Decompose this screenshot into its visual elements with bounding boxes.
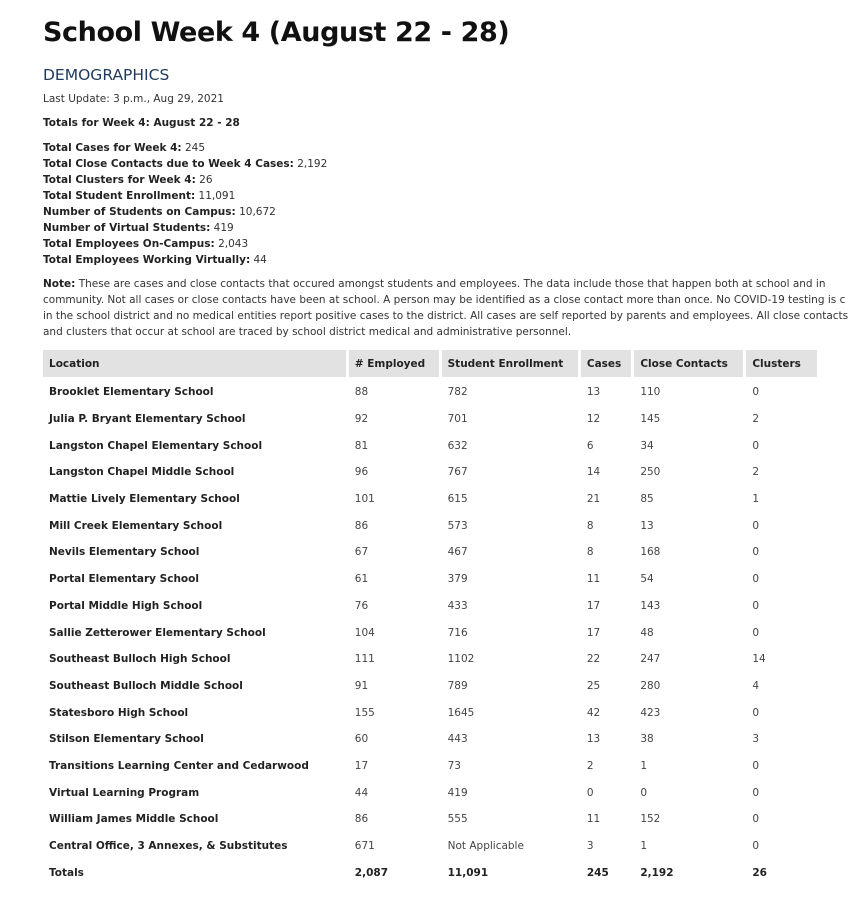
cell-clusters: 0 [752,840,759,853]
cell-close-contacts: 143 [640,599,661,612]
totals-cell-cases: 245 [586,866,609,879]
cell-employed: 17 [354,759,369,772]
cell-clusters: 0 [752,573,759,586]
table-row [43,539,817,566]
stat-employees-on-campus [43,236,793,252]
totals-cell-close-contacts: 2,192 [640,866,674,879]
cell-clusters: 0 [752,386,759,399]
note-label: Note: [43,278,76,290]
cell-employed: 88 [354,386,369,399]
cell-cases: 25 [586,679,601,692]
note-paragraph [43,276,848,340]
cell-employed: 76 [354,599,369,612]
cell-student-enrollment: 73 [447,759,461,772]
cell-location: Langston Chapel Middle School [49,466,235,479]
table-row [43,432,817,459]
cell-close-contacts: 54 [640,573,654,586]
cell-location: Mill Creek Elementary School [49,519,223,532]
cell-location: Nevils Elementary School [49,546,200,559]
cell-student-enrollment: 789 [447,679,468,692]
stat-total-cases [43,140,793,156]
stat-label: Total Student Enrollment: [43,190,196,202]
cell-student-enrollment: 433 [447,599,468,612]
cell-clusters: 0 [752,626,759,639]
stat-close-contacts [43,156,793,172]
totals-title: Totals for Week 4: August 22 - 28 [43,117,240,129]
cell-close-contacts: 1 [640,840,647,853]
cell-clusters: 0 [752,546,759,559]
cell-cases: 17 [586,599,601,612]
cell-close-contacts: 48 [640,626,654,639]
cell-employed: 60 [354,733,369,746]
cell-clusters: 0 [752,439,759,452]
stat-label: Total Clusters for Week 4: [43,174,196,186]
cell-student-enrollment: 573 [447,519,468,532]
stats-list [43,140,793,268]
cell-close-contacts: 38 [640,733,654,746]
cell-clusters: 0 [752,759,759,772]
cell-employed: 101 [354,493,375,506]
table-row [43,486,817,513]
cell-student-enrollment: 379 [447,573,468,586]
table-row [43,753,817,780]
stat-clusters [43,172,793,188]
header-clusters: Clusters [746,350,817,377]
cell-location: Brooklet Elementary School [49,386,214,399]
page-title: School Week 4 (August 22 - 28) [43,17,510,48]
table-row [43,406,817,433]
cell-student-enrollment: 1645 [447,706,475,719]
totals-cell-location: Totals [49,866,84,879]
cell-clusters: 0 [752,813,759,826]
cell-student-enrollment: 615 [447,493,468,506]
cell-employed: 81 [354,439,369,452]
table-header-row [43,350,817,377]
cell-close-contacts: 145 [640,413,661,426]
cell-employed: 96 [354,466,369,479]
cell-employed: 44 [354,786,369,799]
cell-cases: 11 [586,573,601,586]
cell-close-contacts: 423 [640,706,661,719]
header-location: Location [43,350,346,377]
table-row [43,806,817,833]
cell-close-contacts: 168 [640,546,661,559]
cell-employed: 61 [354,573,369,586]
stat-label: Total Close Contacts due to Week 4 Cases: [43,158,294,170]
cell-employed: 111 [354,653,375,666]
table-row [43,699,817,726]
stat-virtual-students [43,220,793,236]
header-close-contacts: Close Contacts [634,350,743,377]
cell-cases: 13 [586,733,601,746]
cell-close-contacts: 280 [640,679,661,692]
header-employed: # Employed [349,350,439,377]
table-row [43,646,817,673]
demographics-table [40,350,820,886]
cell-close-contacts: 0 [640,786,647,799]
cell-location: Virtual Learning Program [49,786,200,799]
stat-label: Number of Virtual Students: [43,222,211,234]
cell-cases: 42 [586,706,601,719]
cell-location: Sallie Zetterower Elementary School [49,626,266,639]
demographics-table-container [43,350,801,886]
cell-clusters: 2 [752,413,759,426]
cell-student-enrollment: 782 [447,386,468,399]
cell-student-enrollment: 555 [447,813,468,826]
cell-close-contacts: 250 [640,466,661,479]
cell-employed: 671 [354,840,375,853]
cell-cases: 8 [586,546,594,559]
cell-student-enrollment: Not Applicable [447,840,524,853]
table-row [43,512,817,539]
note-line: and clusters that occur at school are traced by school district medical and administrative personnel. [43,326,572,338]
cell-student-enrollment: 1102 [447,653,475,666]
cell-close-contacts: 1 [640,759,647,772]
cell-clusters: 3 [752,733,759,746]
cell-close-contacts: 110 [640,386,661,399]
totals-cell-student-enrollment: 11,091 [447,866,489,879]
table-totals-row [43,859,817,886]
stat-label: Total Cases for Week 4: [43,142,182,154]
stat-value: 26 [199,174,213,186]
stat-label: Total Employees On-Campus: [43,238,215,250]
stat-value: 2,043 [218,238,249,250]
cell-location: Central Office, 3 Annexes, & Substitutes [49,840,288,853]
cell-clusters: 0 [752,519,759,532]
cell-clusters: 1 [752,493,759,506]
totals-cell-employed: 2,087 [354,866,388,879]
section-title: DEMOGRAPHICS [43,66,170,84]
cell-cases: 12 [586,413,601,426]
cell-close-contacts: 34 [640,439,654,452]
cell-location: William James Middle School [49,813,219,826]
stat-value: 245 [184,142,206,154]
note-line: in the school district and no medical entities report positive cases to the district. All cases are self reported by parents and employees. All close contacts [43,310,848,322]
cell-location: Portal Elementary School [49,573,199,586]
header-cases: Cases [581,350,631,377]
cell-clusters: 2 [752,466,759,479]
cell-student-enrollment: 767 [447,466,468,479]
stat-value: 11,091 [198,190,236,202]
cell-employed: 92 [354,413,369,426]
cell-cases: 21 [586,493,601,506]
cell-close-contacts: 13 [640,519,654,532]
cell-location: Stilson Elementary School [49,733,204,746]
cell-employed: 104 [354,626,375,639]
stat-value: 419 [213,222,234,234]
cell-close-contacts: 85 [640,493,654,506]
cell-student-enrollment: 716 [447,626,468,639]
note-line: community. Not all cases or close contacts have been at school. A person may be identified as a close contact more than once. No COVID-19 testing is c [43,294,846,306]
stat-value: 44 [253,254,267,266]
stat-label: Number of Students on Campus: [43,206,236,218]
table-body [43,377,817,886]
cell-employed: 67 [354,546,369,559]
header-student-enrollment: Student Enrollment [442,350,578,377]
stat-student-enrollment [43,188,793,204]
stat-value: 2,192 [297,158,328,170]
cell-clusters: 14 [752,653,766,666]
cell-student-enrollment: 467 [447,546,468,559]
cell-cases: 13 [586,386,601,399]
cell-cases: 8 [586,519,594,532]
table-row [43,459,817,486]
cell-location: Transitions Learning Center and Cedarwood [49,759,309,772]
note-text: These are cases and close contacts that occured amongst students and employees. The data include those that happen both at school and in [78,278,826,290]
table-row [43,377,817,406]
cell-employed: 155 [354,706,375,719]
cell-cases: 11 [586,813,601,826]
table-row [43,726,817,753]
cell-location: Portal Middle High School [49,599,203,612]
table-row [43,779,817,806]
cell-close-contacts: 152 [640,813,661,826]
cell-cases: 17 [586,626,601,639]
cell-employed: 86 [354,519,369,532]
cell-clusters: 0 [752,786,759,799]
table-row [43,566,817,593]
cell-location: Statesboro High School [49,706,189,719]
cell-location: Southeast Bulloch Middle School [49,679,243,692]
stat-employees-virtual [43,252,793,268]
last-update: Last Update: 3 p.m., Aug 29, 2021 [43,93,224,105]
cell-cases: 3 [586,840,594,853]
cell-student-enrollment: 632 [447,439,468,452]
cell-student-enrollment: 419 [447,786,468,799]
table-row [43,619,817,646]
cell-close-contacts: 247 [640,653,661,666]
table-row [43,833,817,860]
cell-clusters: 0 [752,599,759,612]
cell-cases: 6 [586,439,594,452]
cell-location: Southeast Bulloch High School [49,653,231,666]
cell-clusters: 0 [752,706,759,719]
table-row [43,593,817,620]
cell-employed: 86 [354,813,369,826]
cell-cases: 2 [586,759,594,772]
cell-student-enrollment: 701 [447,413,468,426]
cell-clusters: 4 [752,679,759,692]
stat-value: 10,672 [239,206,276,218]
stat-label: Total Employees Working Virtually: [43,254,251,266]
cell-student-enrollment: 443 [447,733,468,746]
cell-cases: 14 [586,466,601,479]
cell-location: Langston Chapel Elementary School [49,439,263,452]
cell-location: Julia P. Bryant Elementary School [49,413,246,426]
cell-employed: 91 [354,679,369,692]
cell-cases: 0 [586,786,594,799]
table-row [43,673,817,700]
stat-students-on-campus [43,204,793,220]
note-line [43,276,826,292]
totals-cell-clusters: 26 [752,866,767,879]
cell-cases: 22 [586,653,601,666]
cell-location: Mattie Lively Elementary School [49,493,240,506]
